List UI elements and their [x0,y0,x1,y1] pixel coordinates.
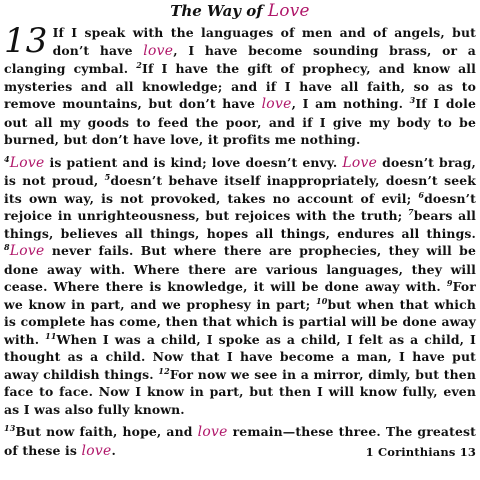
paragraph-2 [4,154,476,419]
love-word: love [197,424,228,440]
verse-text: doesn’t rejoice in unrighteousness, but rejoices with the truth; [4,190,476,223]
verse-text: , I am nothing. [291,96,410,111]
paragraph-1 [4,21,477,149]
verse-text: If I have the gift of prophecy, and know all mysteries and all knowledge; and if I have all faith, so as to remove mountains, but don’t have [4,61,477,111]
verse-number: 4 [4,153,10,164]
love-word: Love [9,154,45,171]
verse-number: 5 [104,172,111,182]
verse-text: . [111,442,117,458]
verse-text: When I was a child, I spoke as a child, I felt as a child, I thought as a child. Now that I have become a man, I have put away childish things. [4,331,476,382]
verse-number: 9 [446,278,453,288]
verse-text: , I have become sounding brass, or a clanging cymbal. [4,42,476,76]
love-word: love [81,442,112,459]
chapter-number: 13 [4,21,48,61]
verse-number: 2 [136,60,142,70]
title-prefix: The Way of [170,2,268,20]
verse-text: But now faith, hope, and [15,424,198,439]
love-word: love [261,96,292,112]
verse-number: 7 [407,207,414,217]
love-word: Love [9,243,45,259]
scripture-reference: 1 Corinthians 13 [365,444,476,459]
verse-text: For now we see in a mirror, dimly, but then face to face. Now I know in part, but then I will know fully, even as I was also fully known. [4,366,477,417]
verse-text: but when that which is complete has come, then that which is partial will be done away with. [4,296,476,347]
verse-text: doesn’t brag, is not proud, [4,154,476,188]
title-love-word: Love [267,0,310,20]
verse-number: 11 [45,330,57,341]
verse-number: 8 [4,242,10,252]
love-word: Love [342,154,378,171]
verse-number: 12 [158,365,170,376]
verse-number: 10 [316,295,328,306]
page-title [4,2,476,20]
verse-text: If I dole out all my goods to feed the poor, and if I give my body to be burned, but don’t have love, it profits me nothing. [4,96,476,147]
love-word: love [143,42,174,59]
verse-text: doesn’t behave itself inappropriately, doesn’t seek its own way, is not provoked, takes no account of evil; [4,173,476,206]
verse-text: never fails. But where there are prophecies, they will be done away with. Where there are various languages, they will cease. Where there is knowledge, it will be done away with. [4,243,476,294]
paragraph-3 [4,423,476,460]
verse-number: 6 [418,189,425,200]
verse-text: For we know in part, and we prophesy in part; [4,279,476,312]
verse-text: is patient and is kind; love doesn’t envy. [44,154,343,170]
verse-text: remain—these three. The greatest of these is [4,424,476,458]
verse-number: 13 [4,423,16,433]
verse-number: 3 [409,95,416,105]
verse-text: bears all things, believes all things, hopes all things, endures all things. [4,208,476,241]
verse-text: If I speak with the languages of men and of angels, but don’t have [52,25,476,58]
